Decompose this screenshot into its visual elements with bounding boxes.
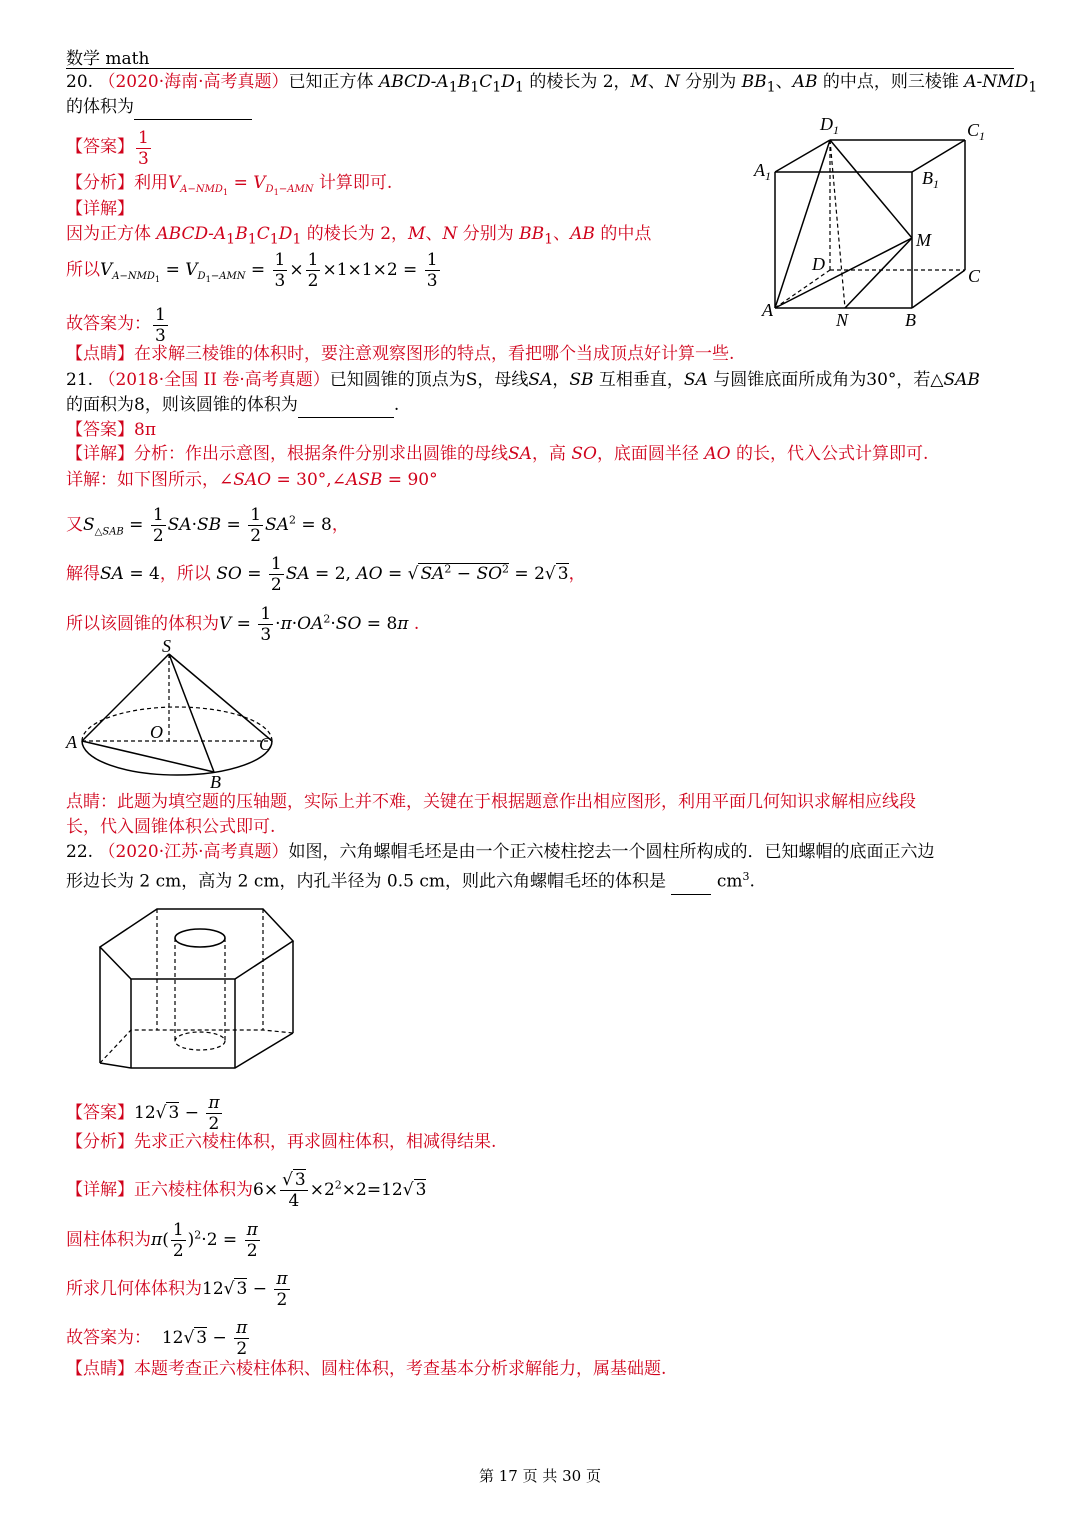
q22-final-prefix: 故答案为： bbox=[66, 1328, 151, 1348]
q21-comment-line1: 点睛：此题为填空题的压轴题，实际上并不难，关键在于根据题意作出相应图形，利用平面几何知识求解相应线段 bbox=[66, 792, 916, 812]
q21-detail3-prefix: 又 bbox=[66, 515, 83, 535]
label-C1: $C_1$ bbox=[967, 120, 986, 143]
q22-stem1: 如图，六角螺帽毛坯是由一个正六棱柱挖去一个圆柱所构成的．已知螺帽的底面正六边 bbox=[288, 842, 935, 862]
q20-detail2-prefix: 所以 bbox=[66, 260, 100, 280]
q20-source: （2020·海南·高考真题） bbox=[98, 72, 289, 92]
q21-answer-tag: 【答案】 bbox=[66, 420, 134, 440]
q20-analysis-tag: 【分析】 bbox=[66, 173, 134, 193]
label-B2: B bbox=[210, 772, 221, 790]
q22-analysis: 先求正六棱柱体积，再求圆柱体积，相减得结果. bbox=[134, 1132, 497, 1152]
header-rule bbox=[66, 68, 1014, 69]
q22-final-line: 故答案为： 12√ 3 − $\frac{\pi}{2}$ bbox=[66, 1318, 248, 1359]
q21-number: 21. bbox=[66, 370, 94, 390]
q22-number: 22. bbox=[66, 842, 94, 862]
q20-detail-tag: 【详解】 bbox=[66, 199, 134, 219]
q20-answer-tag: 【答案】 bbox=[66, 137, 134, 157]
label-C2: C bbox=[259, 734, 272, 754]
label-A1: $A_1$ bbox=[754, 160, 771, 183]
q20-stem-line2 bbox=[66, 95, 252, 120]
q20-answer-fraction: $\frac{1}{3}$ bbox=[138, 128, 149, 169]
label-A2: A bbox=[66, 732, 77, 752]
q22-source: （2020·江苏·高考真题） bbox=[98, 842, 289, 862]
label-C: C bbox=[968, 266, 981, 286]
q21-stem-line2 bbox=[66, 393, 399, 418]
label-S: S bbox=[162, 640, 171, 656]
q20-stem-line1: 20. （2020·海南·高考真题）已知正方体 ABCD-$A_1B_1C_1D_1$ 的棱长为 2，M、N 分别为 $BB_1$、AB 的中点，则三棱锥 $A-NMD_1$ bbox=[66, 72, 1038, 96]
q20-cube-figure bbox=[750, 110, 1010, 335]
q22-detail1-prefix: 正六棱柱体积为 bbox=[134, 1180, 253, 1200]
label-A: A bbox=[762, 300, 773, 320]
q21-cone-figure bbox=[62, 640, 292, 790]
page-footer: 第 17 页 共 30 页 bbox=[478, 1467, 601, 1485]
label-D: D bbox=[812, 254, 825, 274]
q22-stem-line2: 形边长为 2 cm，高为 2 cm，内孔半径为 0.5 cm，则此六角螺帽毛坯的体积是 $cm^3$. bbox=[66, 865, 755, 895]
q20-stem2: 的体积为 bbox=[66, 97, 134, 117]
q20-comment-tag: 【点睛】 bbox=[66, 344, 134, 364]
label-B: B bbox=[905, 310, 916, 330]
q22-detail-line2: 圆柱体积为π( $\frac{1}{2}$ )$^2$·2 = $\frac{\pi}{2}$ bbox=[66, 1220, 258, 1261]
q22-detail-line3: 所求几何体体积为12√ 3 − $\frac{\pi}{2}$ bbox=[66, 1269, 288, 1310]
label-D1: $D_1$ bbox=[820, 114, 839, 137]
q21-detail4-prefix: 解得 bbox=[66, 564, 100, 584]
page-header: 数学 math bbox=[66, 49, 150, 69]
label-O: O bbox=[150, 722, 163, 742]
q21-detail-line5: 所以该圆锥的体积为V = $\frac{1}{3}$ $\cdot\pi\cdot OA^2\cdot SO = 8\pi$ . bbox=[66, 604, 420, 645]
q20-answer-line bbox=[66, 128, 153, 169]
q21-stem2-end: . bbox=[393, 395, 400, 415]
q22-stem-line1 bbox=[66, 840, 935, 864]
q22-detail-line1: 【详解】正六棱柱体积为6× $\frac{√ 3}{4}$ $\times 2^2\times 2=12√$ 3 bbox=[66, 1170, 427, 1211]
q21-answer-line bbox=[66, 418, 156, 442]
q20-comment: 在求解三棱锥的体积时，要注意观察图形的特点，看把哪个当成顶点好计算一些. bbox=[134, 344, 735, 364]
q21-stem-line1: 21. （2018·全国 II 卷·高考真题）已知圆锥的顶点为S，母线SA，SB 互相垂直，SA 与圆锥底面所成角为30°，若△SAB bbox=[66, 370, 980, 390]
label-B1: $B_1$ bbox=[922, 168, 939, 191]
q20-answer-blank bbox=[134, 95, 252, 120]
label-M: M bbox=[916, 230, 931, 250]
q21-detail-tag: 【详解】 bbox=[66, 444, 134, 464]
q22-stem2: 形边长为 2 cm，高为 2 cm，内孔半径为 0.5 cm，则此六角螺帽毛坯的体积是 bbox=[66, 871, 667, 892]
q21-detail-line4: 解得SA = 4，所以 SO = $\frac{1}{2}$ SA = 2, AO = √ $SA^2 - SO^2 = 2√$ 3， bbox=[66, 554, 586, 595]
q21-answer: 8π bbox=[134, 420, 156, 440]
q21-answer-blank bbox=[298, 393, 394, 418]
q21-stem2: 的面积为8，则该圆锥的体积为 bbox=[66, 395, 298, 415]
q22-comment-line bbox=[66, 1357, 666, 1381]
q22-detail3-prefix: 所求几何体体积为 bbox=[66, 1279, 202, 1299]
q22-hex-nut-figure bbox=[95, 905, 300, 1075]
q21-detail5-prefix: 所以该圆锥的体积为 bbox=[66, 614, 219, 634]
q20-detail-line1: 因为正方体 ABCD-$A_1B_1C_1D_1$ 的棱长为 2，M、N 分别为 $BB_1$、AB 的中点 bbox=[66, 224, 652, 248]
q22-comment: 本题考查正六棱柱体积、圆柱体积，考查基本分析求解能力，属基础题. bbox=[134, 1359, 667, 1379]
q22-comment-tag: 【点睛】 bbox=[66, 1359, 134, 1379]
q21-detail-line2: 详解：如下图所示，∠SAO = 30°,∠ASB = 90° bbox=[66, 470, 438, 490]
q22-detail2-prefix: 圆柱体积为 bbox=[66, 1230, 151, 1250]
q22-answer-tag: 【答案】 bbox=[66, 1103, 134, 1123]
q20-comment-line bbox=[66, 342, 734, 366]
q21-detail-line1: 【详解】分析：作出示意图，根据条件分别求出圆锥的母线SA，高 SO，底面圆半径 AO 的长，代入公式计算即可. bbox=[66, 444, 929, 464]
q22-answer-line: 【答案】12√ 3 − $\frac{\pi}{2}$ bbox=[66, 1093, 220, 1134]
q22-answer-blank bbox=[671, 870, 711, 895]
label-N: N bbox=[836, 310, 849, 330]
q20-final-line: 故答案为： $\frac{1}{3}$ bbox=[66, 305, 166, 346]
q20-final-prefix: 故答案为： bbox=[66, 314, 151, 334]
q22-detail-tag: 【详解】 bbox=[66, 1180, 134, 1200]
q22-analysis-line bbox=[66, 1130, 496, 1154]
q20-detail-line2: 所以$V_{A-NMD_1} = V_{D_1-AMN}$ = $\frac{1}{3}$ × $\frac{1}{2}$ ×1×1×2 = $\frac{1}{3}$ bbox=[66, 250, 438, 291]
q21-comment-line2: 长，代入圆锥体积公式即可. bbox=[66, 817, 276, 837]
q21-detail-line3: 又$S_{\triangle SAB}$ = $\frac{1}{2}$ SA·SB = $\frac{1}{2}$ $SA^2 = 8$， bbox=[66, 505, 349, 546]
q20-number: 20. bbox=[66, 72, 94, 92]
q20-analysis-line: 【分析】利用$V_{A-NMD_1} = V_{D_1-AMN}$ 计算即可. bbox=[66, 173, 393, 198]
q21-source: （2018·全国 II 卷·高考真题） bbox=[98, 370, 330, 390]
q22-analysis-tag: 【分析】 bbox=[66, 1132, 134, 1152]
